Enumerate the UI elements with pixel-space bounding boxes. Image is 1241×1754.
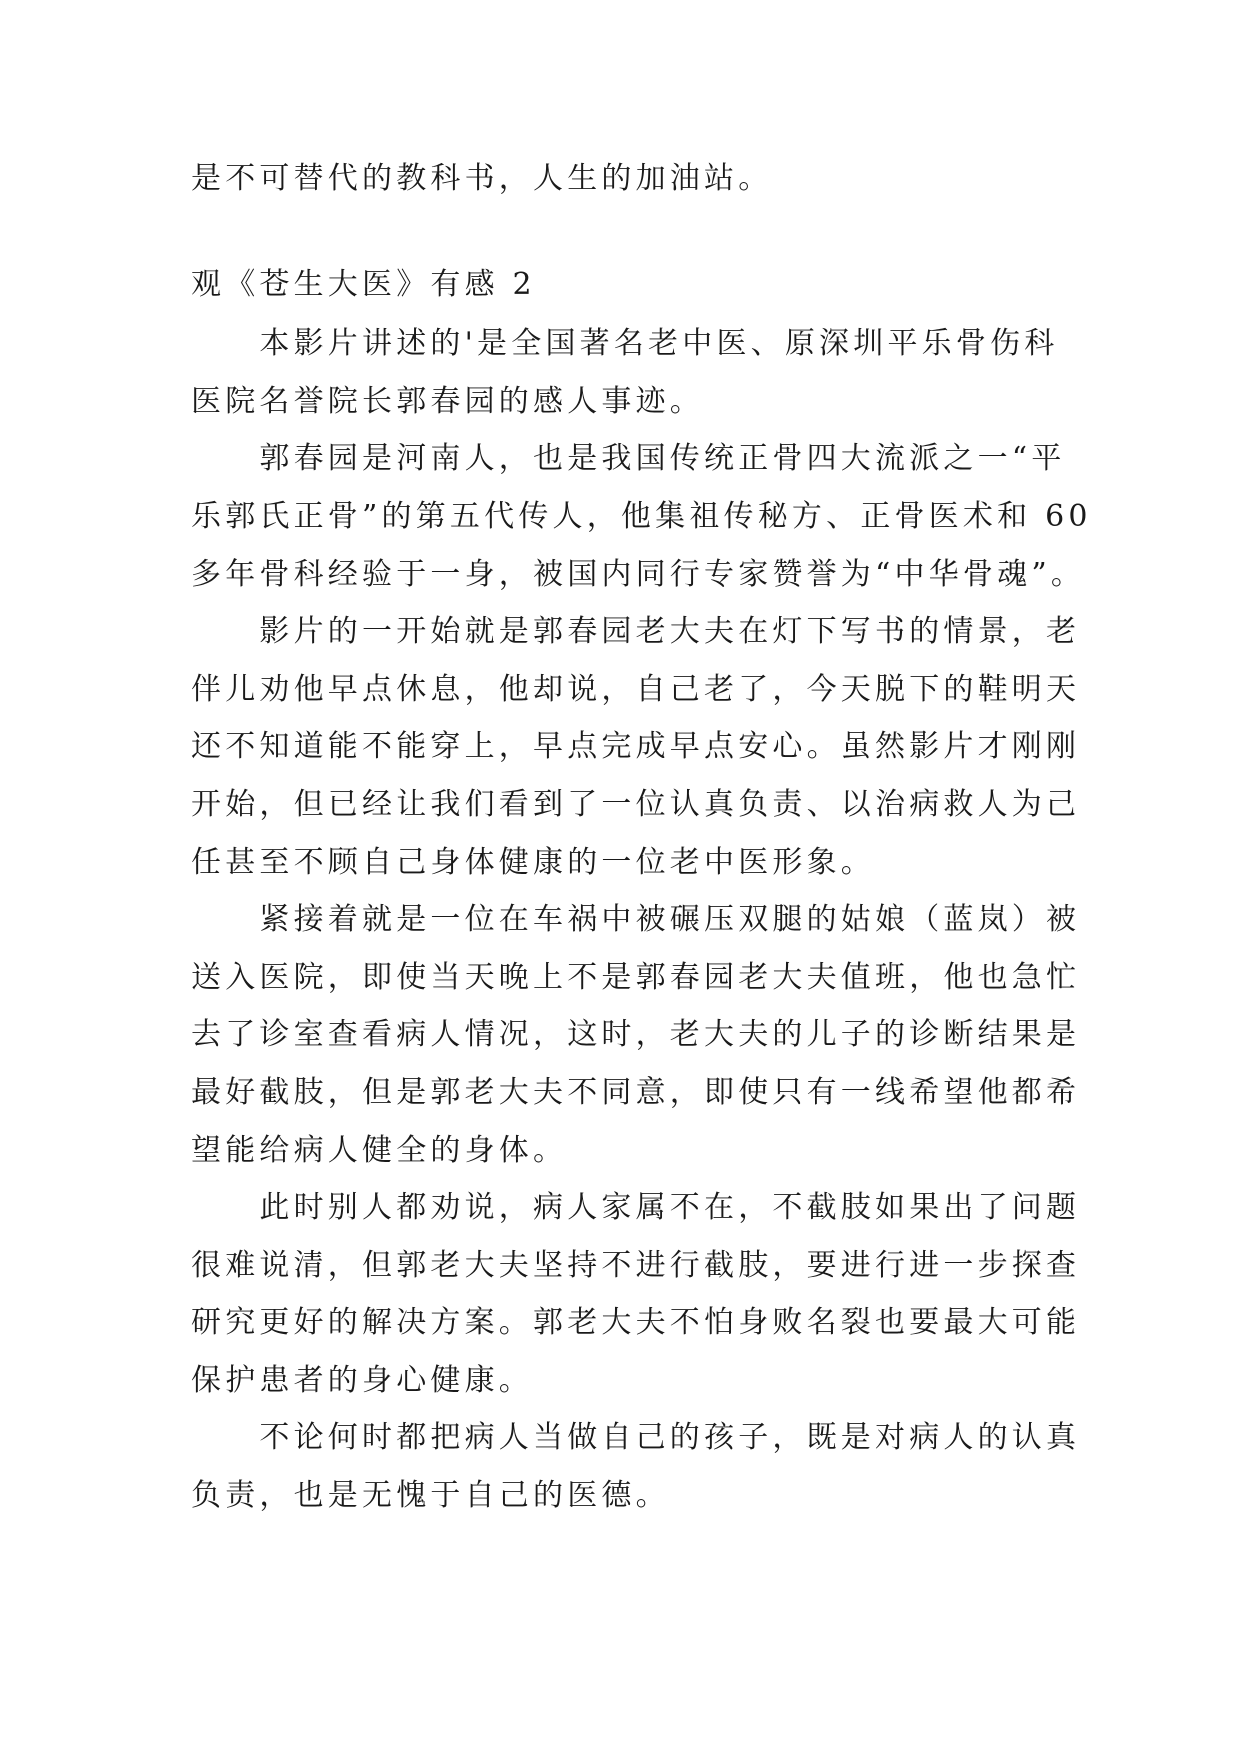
paragraph-line: 紧接着就是一位在车祸中被碾压双腿的姑娘（蓝岚）被	[191, 902, 1081, 938]
paragraph-3	[191, 603, 1081, 891]
paragraph-line: 还不知道能不能穿上，早点完成早点安心。虽然影片才刚刚	[191, 729, 1081, 765]
paragraph-5	[191, 1179, 1081, 1409]
paragraph-line: 研究更好的解决方案。郭老大夫不怕身败名裂也要最大可能	[191, 1305, 1081, 1341]
paragraph-4	[191, 891, 1081, 1179]
paragraph-line: 此时别人都劝说，病人家属不在，不截肢如果出了问题	[191, 1190, 1081, 1226]
document-body	[191, 150, 1092, 1525]
paragraph-line: 保护患者的身心健康。	[191, 1362, 533, 1398]
paragraph-line: 多年骨科经验于一身，被国内同行专家赞誉为“中华骨魂”。	[191, 556, 1086, 592]
paragraph-line: 乐郭氏正骨”的第五代传人，他集祖传秘方、正骨医术和 60	[191, 498, 1092, 534]
paragraph-2	[191, 430, 1092, 603]
section-title: 观《苍生大医》有感 2	[191, 266, 536, 302]
paragraph-line: 负责，也是无愧于自己的医德。	[191, 1478, 670, 1514]
paragraph-6	[191, 1409, 1081, 1524]
paragraph-line: 任甚至不顾自己身体健康的一位老中医形象。	[191, 844, 875, 880]
paragraph-line: 本影片讲述的'是全国著名老中医、原深圳平乐骨伤科	[191, 326, 1059, 362]
paragraph-line: 最好截肢，但是郭老大夫不同意，即使只有一线希望他都希	[191, 1074, 1081, 1110]
section-gap	[191, 208, 1071, 256]
paragraph-line: 伴儿劝他早点休息，他却说，自己老了，今天脱下的鞋明天	[191, 671, 1081, 707]
paragraph-line: 望能给病人健全的身体。	[191, 1132, 568, 1168]
paragraph-line: 很难说清，但郭老大夫坚持不进行截肢，要进行进一步探查	[191, 1247, 1081, 1283]
paragraph-line: 影片的一开始就是郭春园老大夫在灯下写书的情景，老	[191, 614, 1081, 650]
carryover-line: 是不可替代的教科书，人生的加油站。	[191, 161, 773, 196]
paragraph-line: 郭春园是河南人，也是我国传统正骨四大流派之一“平	[191, 441, 1066, 477]
paragraph-line: 开始，但已经让我们看到了一位认真负责、以治病救人为己	[191, 786, 1081, 822]
paragraph-line: 医院名誉院长郭春园的感人事迹。	[191, 383, 704, 419]
paragraph-line: 送入医院，即使当天晚上不是郭春园老大夫值班，他也急忙	[191, 959, 1081, 995]
paragraph-1	[191, 315, 1071, 430]
paragraph-line: 不论何时都把病人当做自己的孩子，既是对病人的认真	[191, 1420, 1081, 1456]
paragraph-line: 去了诊室查看病人情况，这时，老大夫的儿子的诊断结果是	[191, 1017, 1081, 1053]
